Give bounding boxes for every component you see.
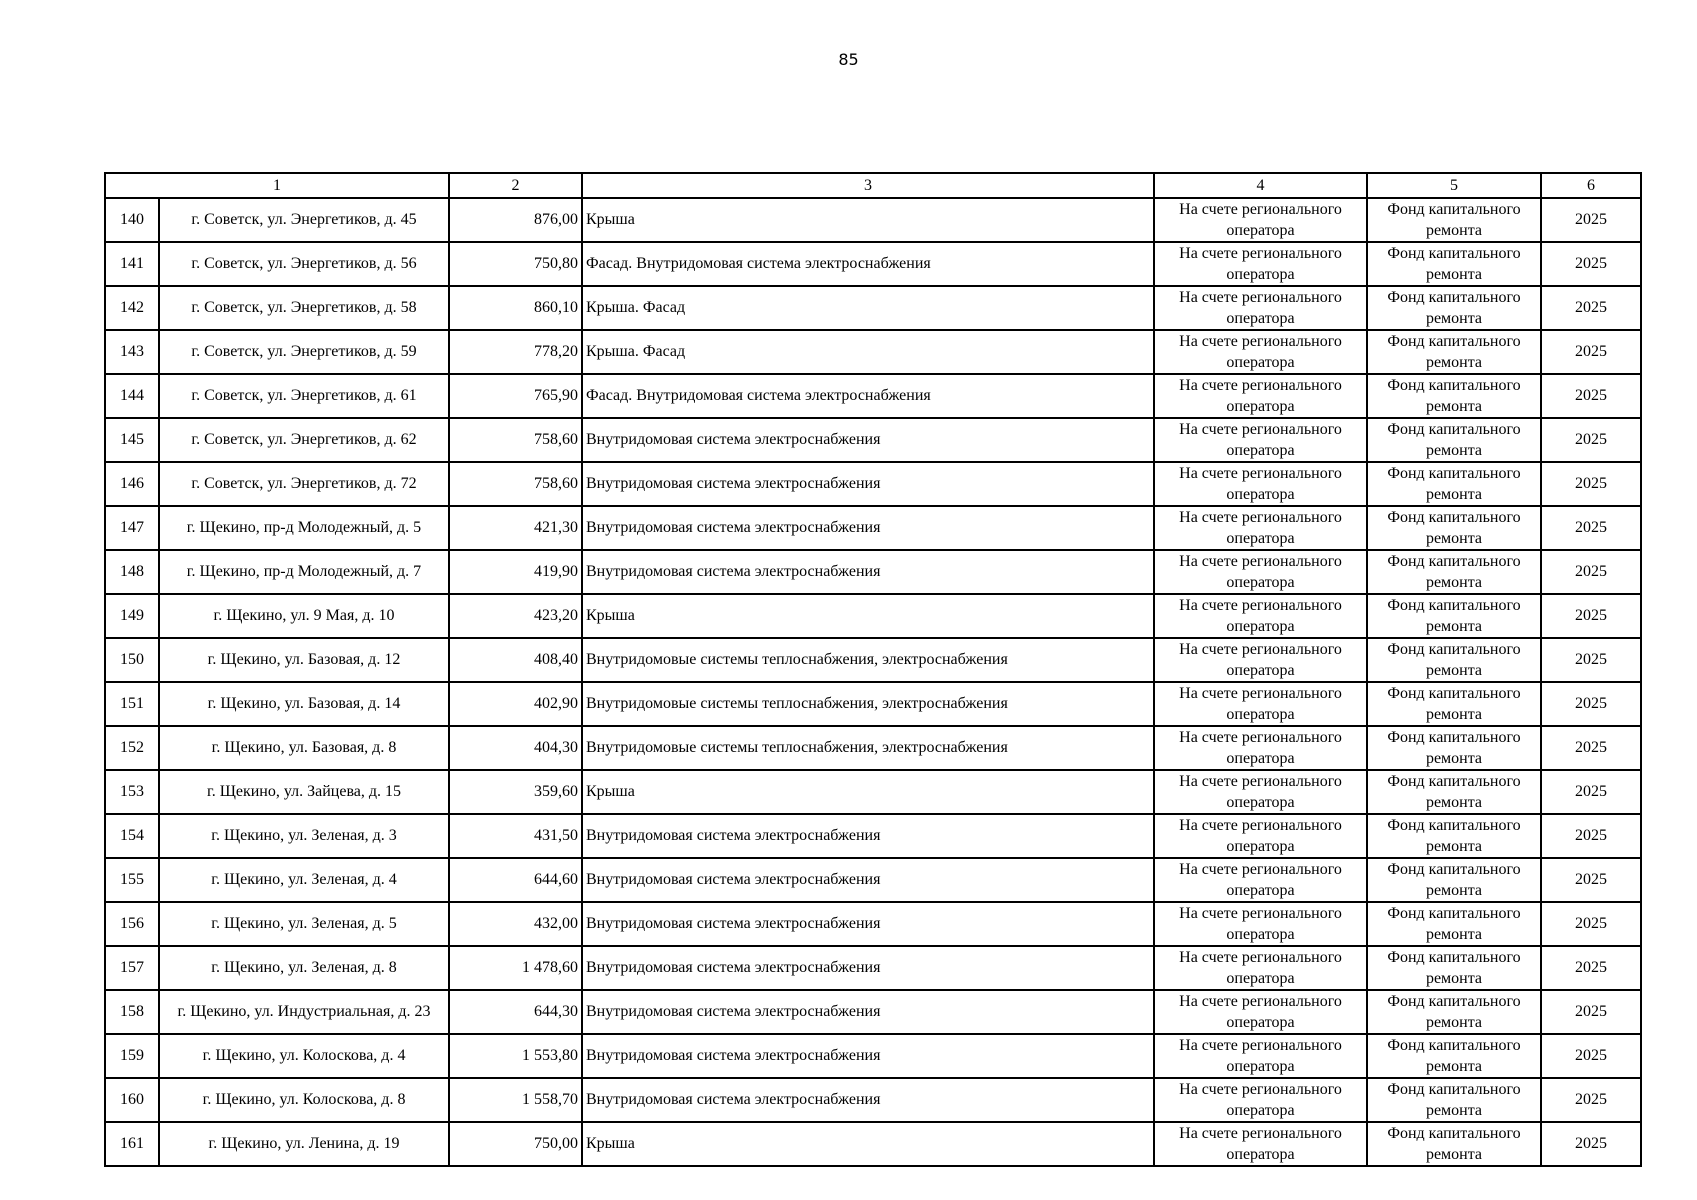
table-row: [105, 1122, 1641, 1166]
row-year: 2025: [1541, 638, 1641, 682]
row-works: Крыша. Фасад: [582, 286, 1154, 330]
row-year: 2025: [1541, 374, 1641, 418]
row-area: 1 558,70: [449, 1078, 582, 1122]
row-fund: Фонд капитального ремонта: [1367, 770, 1541, 814]
table-row: [105, 682, 1641, 726]
table-row: [105, 946, 1641, 990]
row-number: 153: [105, 770, 159, 814]
row-fund: Фонд капитального ремонта: [1367, 286, 1541, 330]
row-address: г. Щекино, ул. Колоскова, д. 4: [159, 1034, 449, 1078]
header-col-5: 5: [1367, 173, 1541, 198]
row-address: г. Советск, ул. Энергетиков, д. 62: [159, 418, 449, 462]
row-number: 158: [105, 990, 159, 1034]
row-number: 148: [105, 550, 159, 594]
row-works: Крыша: [582, 770, 1154, 814]
row-account: На счете регионального оператора: [1154, 946, 1367, 990]
table-row: [105, 770, 1641, 814]
header-col-1: 1: [105, 173, 449, 198]
row-area: 765,90: [449, 374, 582, 418]
row-works: Внутридомовые системы теплоснабжения, электроснабжения: [582, 682, 1154, 726]
row-address: г. Советск, ул. Энергетиков, д. 56: [159, 242, 449, 286]
row-account: На счете регионального оператора: [1154, 814, 1367, 858]
row-fund: Фонд капитального ремонта: [1367, 550, 1541, 594]
row-account: На счете регионального оператора: [1154, 198, 1367, 242]
row-address: г. Щекино, ул. Зеленая, д. 3: [159, 814, 449, 858]
row-works: Внутридомовая система электроснабжения: [582, 550, 1154, 594]
row-year: 2025: [1541, 462, 1641, 506]
row-works: Внутридомовая система электроснабжения: [582, 418, 1154, 462]
row-year: 2025: [1541, 990, 1641, 1034]
row-works: Внутридомовая система электроснабжения: [582, 814, 1154, 858]
row-address: г. Щекино, пр-д Молодежный, д. 7: [159, 550, 449, 594]
table-row: [105, 726, 1641, 770]
table-row: [105, 242, 1641, 286]
header-col-4: 4: [1154, 173, 1367, 198]
row-works: Внутридомовая система электроснабжения: [582, 1078, 1154, 1122]
row-number: 159: [105, 1034, 159, 1078]
row-fund: Фонд капитального ремонта: [1367, 990, 1541, 1034]
table-row: [105, 286, 1641, 330]
row-year: 2025: [1541, 550, 1641, 594]
row-area: 402,90: [449, 682, 582, 726]
row-year: 2025: [1541, 506, 1641, 550]
row-address: г. Щекино, ул. Зеленая, д. 5: [159, 902, 449, 946]
row-area: 876,00: [449, 198, 582, 242]
row-account: На счете регионального оператора: [1154, 1034, 1367, 1078]
row-number: 152: [105, 726, 159, 770]
row-fund: Фонд капитального ремонта: [1367, 594, 1541, 638]
table-row: [105, 550, 1641, 594]
row-account: На счете регионального оператора: [1154, 858, 1367, 902]
row-number: 156: [105, 902, 159, 946]
row-area: 432,00: [449, 902, 582, 946]
row-address: г. Советск, ул. Энергетиков, д. 72: [159, 462, 449, 506]
table-row: [105, 374, 1641, 418]
table-body: [105, 198, 1641, 1166]
row-area: 750,00: [449, 1122, 582, 1166]
row-fund: Фонд капитального ремонта: [1367, 726, 1541, 770]
row-number: 157: [105, 946, 159, 990]
row-works: Внутридомовая система электроснабжения: [582, 858, 1154, 902]
row-account: На счете регионального оператора: [1154, 330, 1367, 374]
row-address: г. Щекино, пр-д Молодежный, д. 5: [159, 506, 449, 550]
row-fund: Фонд капитального ремонта: [1367, 858, 1541, 902]
row-address: г. Щекино, ул. Базовая, д. 12: [159, 638, 449, 682]
row-address: г. Щекино, ул. Базовая, д. 8: [159, 726, 449, 770]
row-area: 431,50: [449, 814, 582, 858]
row-address: г. Щекино, ул. Зайцева, д. 15: [159, 770, 449, 814]
row-area: 860,10: [449, 286, 582, 330]
table-row: [105, 814, 1641, 858]
table-row: [105, 1078, 1641, 1122]
repair-schedule-table: [104, 172, 1642, 1167]
row-year: 2025: [1541, 198, 1641, 242]
row-works: Крыша. Фасад: [582, 330, 1154, 374]
row-year: 2025: [1541, 1122, 1641, 1166]
row-account: На счете регионального оператора: [1154, 462, 1367, 506]
row-year: 2025: [1541, 242, 1641, 286]
row-address: г. Щекино, ул. Колоскова, д. 8: [159, 1078, 449, 1122]
row-fund: Фонд капитального ремонта: [1367, 418, 1541, 462]
row-works: Фасад. Внутридомовая система электроснабжения: [582, 374, 1154, 418]
row-number: 161: [105, 1122, 159, 1166]
row-works: Крыша: [582, 198, 1154, 242]
row-address: г. Щекино, ул. 9 Мая, д. 10: [159, 594, 449, 638]
row-fund: Фонд капитального ремонта: [1367, 506, 1541, 550]
row-number: 141: [105, 242, 159, 286]
row-area: 1 478,60: [449, 946, 582, 990]
row-area: 419,90: [449, 550, 582, 594]
row-address: г. Щекино, ул. Зеленая, д. 4: [159, 858, 449, 902]
row-number: 143: [105, 330, 159, 374]
row-account: На счете регионального оператора: [1154, 638, 1367, 682]
row-year: 2025: [1541, 1034, 1641, 1078]
row-area: 644,30: [449, 990, 582, 1034]
row-address: г. Советск, ул. Энергетиков, д. 61: [159, 374, 449, 418]
row-account: На счете регионального оператора: [1154, 506, 1367, 550]
table-row: [105, 198, 1641, 242]
row-year: 2025: [1541, 770, 1641, 814]
row-number: 150: [105, 638, 159, 682]
row-account: На счете регионального оператора: [1154, 418, 1367, 462]
row-address: г. Щекино, ул. Индустриальная, д. 23: [159, 990, 449, 1034]
row-fund: Фонд капитального ремонта: [1367, 682, 1541, 726]
table-row: [105, 990, 1641, 1034]
row-number: 147: [105, 506, 159, 550]
row-area: 758,60: [449, 462, 582, 506]
row-account: На счете регионального оператора: [1154, 726, 1367, 770]
row-address: г. Щекино, ул. Зеленая, д. 8: [159, 946, 449, 990]
row-account: На счете регионального оператора: [1154, 682, 1367, 726]
row-address: г. Советск, ул. Энергетиков, д. 59: [159, 330, 449, 374]
row-account: На счете регионального оператора: [1154, 1122, 1367, 1166]
row-account: На счете регионального оператора: [1154, 286, 1367, 330]
row-works: Внутридомовые системы теплоснабжения, электроснабжения: [582, 638, 1154, 682]
row-year: 2025: [1541, 726, 1641, 770]
row-account: На счете регионального оператора: [1154, 374, 1367, 418]
row-works: Внутридомовая система электроснабжения: [582, 462, 1154, 506]
row-fund: Фонд капитального ремонта: [1367, 902, 1541, 946]
page-number: 85: [838, 50, 859, 69]
row-area: 408,40: [449, 638, 582, 682]
row-account: На счете регионального оператора: [1154, 770, 1367, 814]
row-number: 142: [105, 286, 159, 330]
row-account: На счете регионального оператора: [1154, 1078, 1367, 1122]
row-works: Внутридомовая система электроснабжения: [582, 902, 1154, 946]
row-number: 160: [105, 1078, 159, 1122]
row-address: г. Щекино, ул. Ленина, д. 19: [159, 1122, 449, 1166]
row-number: 145: [105, 418, 159, 462]
table-row: [105, 594, 1641, 638]
row-number: 154: [105, 814, 159, 858]
table-row: [105, 330, 1641, 374]
row-works: Внутридомовая система электроснабжения: [582, 1034, 1154, 1078]
row-account: На счете регионального оператора: [1154, 990, 1367, 1034]
header-row: [105, 173, 1641, 198]
table-row: [105, 418, 1641, 462]
table-row: [105, 638, 1641, 682]
row-number: 146: [105, 462, 159, 506]
row-area: 758,60: [449, 418, 582, 462]
row-fund: Фонд капитального ремонта: [1367, 462, 1541, 506]
row-area: 644,60: [449, 858, 582, 902]
row-works: Крыша: [582, 1122, 1154, 1166]
row-year: 2025: [1541, 682, 1641, 726]
row-address: г. Советск, ул. Энергетиков, д. 58: [159, 286, 449, 330]
row-year: 2025: [1541, 1078, 1641, 1122]
row-area: 778,20: [449, 330, 582, 374]
row-year: 2025: [1541, 418, 1641, 462]
row-number: 149: [105, 594, 159, 638]
table-row: [105, 858, 1641, 902]
row-area: 404,30: [449, 726, 582, 770]
row-year: 2025: [1541, 594, 1641, 638]
table-row: [105, 506, 1641, 550]
row-fund: Фонд капитального ремонта: [1367, 242, 1541, 286]
row-area: 421,30: [449, 506, 582, 550]
row-year: 2025: [1541, 286, 1641, 330]
row-area: 1 553,80: [449, 1034, 582, 1078]
row-year: 2025: [1541, 858, 1641, 902]
row-number: 155: [105, 858, 159, 902]
row-works: Внутридомовая система электроснабжения: [582, 946, 1154, 990]
row-number: 151: [105, 682, 159, 726]
header-col-6: 6: [1541, 173, 1641, 198]
row-area: 359,60: [449, 770, 582, 814]
header-col-3: 3: [582, 173, 1154, 198]
row-account: На счете регионального оператора: [1154, 594, 1367, 638]
row-number: 140: [105, 198, 159, 242]
row-number: 144: [105, 374, 159, 418]
row-works: Фасад. Внутридомовая система электроснабжения: [582, 242, 1154, 286]
row-account: На счете регионального оператора: [1154, 902, 1367, 946]
row-works: Внутридомовые системы теплоснабжения, электроснабжения: [582, 726, 1154, 770]
row-works: Внутридомовая система электроснабжения: [582, 506, 1154, 550]
table-row: [105, 902, 1641, 946]
row-account: На счете регионального оператора: [1154, 550, 1367, 594]
table-row: [105, 1034, 1641, 1078]
row-account: На счете регионального оператора: [1154, 242, 1367, 286]
row-fund: Фонд капитального ремонта: [1367, 1034, 1541, 1078]
row-address: г. Советск, ул. Энергетиков, д. 45: [159, 198, 449, 242]
row-fund: Фонд капитального ремонта: [1367, 1122, 1541, 1166]
row-year: 2025: [1541, 902, 1641, 946]
row-works: Крыша: [582, 594, 1154, 638]
header-col-2: 2: [449, 173, 582, 198]
row-fund: Фонд капитального ремонта: [1367, 946, 1541, 990]
row-fund: Фонд капитального ремонта: [1367, 330, 1541, 374]
row-area: 750,80: [449, 242, 582, 286]
table-row: [105, 462, 1641, 506]
row-year: 2025: [1541, 330, 1641, 374]
row-fund: Фонд капитального ремонта: [1367, 198, 1541, 242]
row-year: 2025: [1541, 946, 1641, 990]
row-fund: Фонд капитального ремонта: [1367, 374, 1541, 418]
row-works: Внутридомовая система электроснабжения: [582, 990, 1154, 1034]
row-address: г. Щекино, ул. Базовая, д. 14: [159, 682, 449, 726]
row-fund: Фонд капитального ремонта: [1367, 638, 1541, 682]
row-year: 2025: [1541, 814, 1641, 858]
row-fund: Фонд капитального ремонта: [1367, 1078, 1541, 1122]
row-fund: Фонд капитального ремонта: [1367, 814, 1541, 858]
row-area: 423,20: [449, 594, 582, 638]
